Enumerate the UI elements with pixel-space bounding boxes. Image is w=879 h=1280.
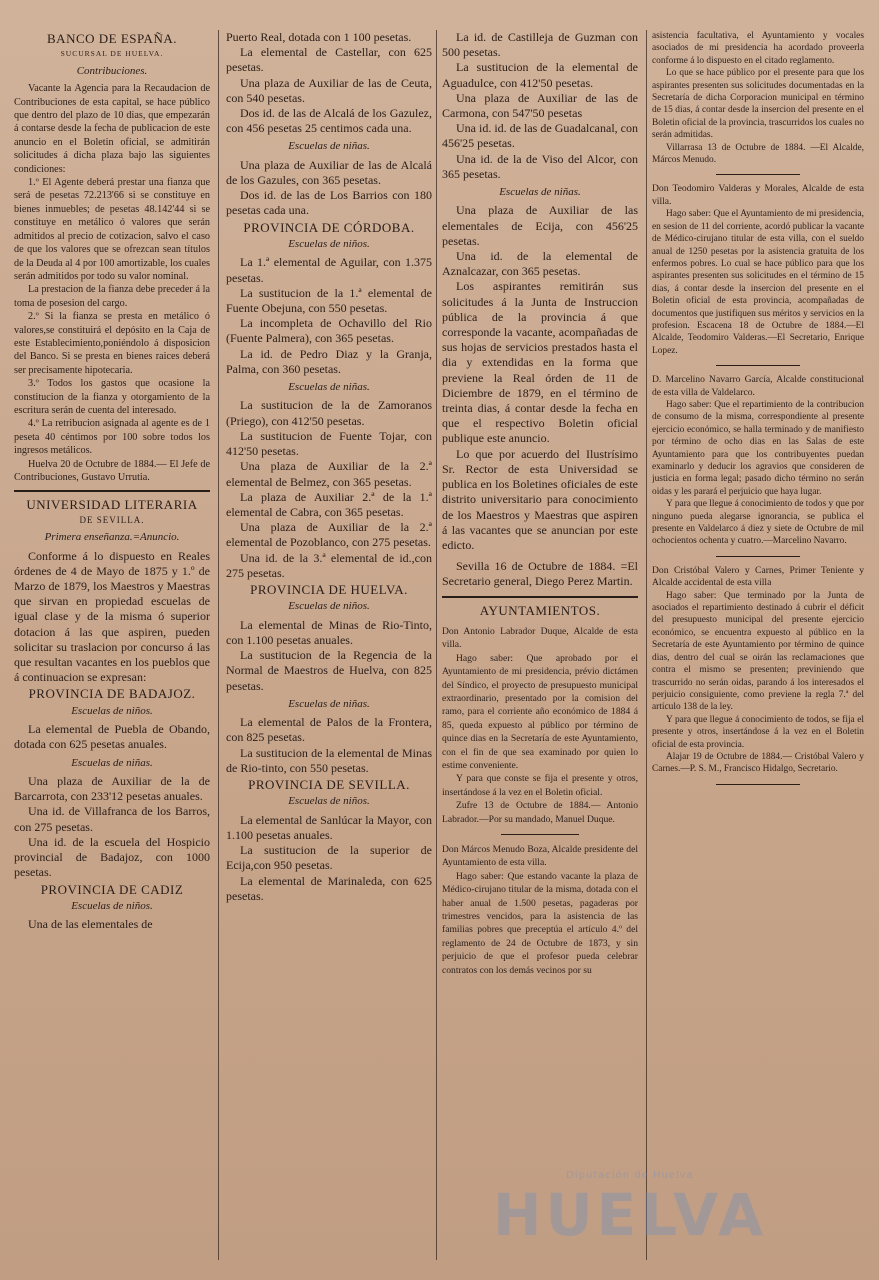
paragraph: La id. de Pedro Diaz y la Granja, Palma, con 360 pesetas. [226,346,432,376]
watermark-subtitle: Diputación de Huelva [566,1170,694,1181]
paragraph: Una id. de la elemental de Aznalcazar, con 365 pesetas. [442,249,638,279]
paragraph: Una id. de la escuela del Hospicio provincial de Badajoz, con 1000 pesetas. [14,834,210,880]
paragraph: Una plaza de Auxiliar de la 2.ª elemental de Belmez, con 365 pesetas. [226,459,432,489]
paragraph: Puerto Real, dotada con 1 100 pesetas. [226,30,412,44]
paragraph: Alajar 19 de Octubre de 1884.— Cristóbal Valero y Carnes.—P. S. M., Francisco Hidalgo, Secretario. [652,751,864,775]
paragraph: Una plaza de Auxiliar de la de Barcarrota, con 233'12 pesetas anuales. [14,774,210,804]
paragraph: 2.º Si la fianza se presta en metálico ó valores,se constituirá el depósito en la Caja de este Establecimiento,poniéndolo á disposicion del Banco. Si se presta en bienes raices deberá ser precisamente hipotecaria. [14,311,210,376]
province-title: PROVINCIA DE HUELVA. [250,581,408,597]
paragraph: La elemental de Puebla de Obando, dotada con 625 pesetas anuales. [14,722,210,752]
separator [716,784,801,785]
paragraph: Una id. id. de las de Guadalcanal, con 456'25 pesetas. [442,121,638,151]
separator [14,490,210,492]
notice-title: Don Márcos Menudo Boza, Alcalde presidente del Ayuntamiento de esta villa. [442,844,638,869]
paragraph: Y para que llegue á conocimiento de todos y que por ninguno pueda alegarse ignorancia, se publica el presente en Valdelarco á diez y siete de Octubre de mil ochocientos ochenta y cuatro.—Marcelino Navarro. [652,499,864,547]
separator [501,834,579,835]
watermark-word: HUELVA [492,1181,768,1249]
paragraph: Y para que conste se fija el presente y otros, insertándose á la vez en el Boletin oficial. [442,773,638,798]
paragraph: Lo que se hace público por el presente para que los aspirantes presenten sus solicitudes documentadas en la Secretaría de dicha Corporacion municipal en término de 15 dias, á contar desde la insercion del presente en el Boletin oficial de la provincia, trascurridos los cuales no serán admitidas. [652,68,864,141]
notice-title: Don Antonio Labrador Duque, Alcalde de esta villa. [442,625,638,651]
subtitle-primera: Primera enseñanza.=Anuncio. [44,531,180,544]
paragraph: La sustitucion de la de Zamoranos (Priego), con 412'50 pesetas. [226,398,432,428]
subtitle-contribuciones: Contribuciones. [76,64,148,77]
paragraph: Dos id. de las de Alcalá de los Gazulez, con 456 pesetas 25 centimos cada una. [226,106,432,136]
paragraph: Vacante la Agencia para la Recaudacion de Contribuciones de esta capital, se hace público que dentro del plazo de 10 dias, que empezarán á contarse desde la fecha de publicacion de este anuncio en el Boletin oficial, se admitirán solicitudes á dicha plaza bajo las siguientes condiciones: [14,83,210,175]
paragraph: La sustitucion de la elemental de Minas de Rio-tinto, con 550 pesetas. [226,745,432,775]
column-2 [226,30,432,1260]
school-heading: Escuelas de niños. [288,600,370,613]
separator [716,556,801,557]
province-title: PROVINCIA DE SEVILLA. [248,776,410,792]
separator [716,365,801,366]
paragraph: Villarrasa 13 de Octubre de 1884. —El Alcalde, Márcos Menudo. [652,142,864,166]
paragraph: La id. de Castilleja de Guzman con 500 pesetas. [442,30,638,60]
paragraph: Hago saber: Que estando vacante la plaza de Médico-cirujano titular de la misma, dotada con el haber anual de 1.500 pesetas, pagaderas por trimestres vencidos, para la asistencia de las familias pobres que preceptúa el artículo 4.º del reglamento de 24 de Octubre de 1873, y sin perjuicio de que el profesor pueda celebrar contratos con los demás vecinos por su [442,870,638,976]
paragraph: 3.º Todos los gastos que ocasione la constitucion de la fianza y otorgamiento de la escritura serán de cuenta del interesado. [14,378,210,416]
school-heading: Escuelas de niños. [71,704,153,717]
column-rule [646,30,647,1260]
province-title: PROVINCIA DE CADIZ [40,881,184,897]
section-title-universidad: UNIVERSIDAD LITERARIA [26,497,198,513]
subtitle-sucursal: SUCURSAL DE HUELVA. [60,49,164,59]
paragraph: Una plaza de Auxiliar de las de Ceuta, con 540 pesetas. [226,75,432,105]
paragraph: Hago saber: Que aprobado por el Ayuntamiento de mi presidencia, prévio dictámen del Síndico, el proyecto de presupuesto municipal extraordinario, presentado por la comision del ramo, para el corriente año económico de 1884 á 85, queda expuesto al público por término de quince dias en la Secretaría de este Ayuntamiento, con el fin de que sea examinado por quien lo estime conveniente. [442,652,638,771]
school-heading: Escuelas de niñas. [288,697,370,710]
paragraph: La 1.ª elemental de Aguilar, con 1.375 pesetas. [226,255,432,285]
archive-watermark [470,1170,790,1260]
paragraph: Una plaza de Auxiliar de la 2.ª elemental de Pozoblanco, con 275 pesetas. [226,520,432,550]
separator [716,174,801,175]
notice-title: D. Marcelino Navarro García, Alcalde constitucional de esta villa de Valdelarco. [652,374,864,398]
column-rule [436,30,437,1260]
paragraph: Los aspirantes remitirán sus solicitudes á la Junta de Instruccion pública de la provincia á que corresponde la vacante, acompañadas de sus hojas de servicios prestados hasta el dia y extendidas en la forma que previene la Real órden de 11 de Diciembre de 1879, en el término de treinta dias, á contar desde la fecha en que el respectivo Boletin oficial publique este anuncio. [442,279,638,446]
school-heading: Escuelas de niñas. [288,381,370,394]
paragraph: asistencia facultativa, el Ayuntamiento y vocales asociados de mi presidencia ha acordado proveerla conforme á lo dispuesto en el citado reglamento. [652,31,864,66]
province-title: PROVINCIA DE CÓRDOBA. [243,219,415,235]
paragraph: Hago saber: Que el Ayuntamiento de mi presidencia, en sesion de 11 del corriente, acordó publicar la vacante de Médico-cirujano titular de esta villa, con el sueldo anual de 1250 pesetas por la asistencia gratuita de los enfermos pobres. Lo cual se hace público para que los aspirantes presenten sus solicitudes en el término de 15 dias, á contar desde la insercion del presente en el Boletin oficial de esta provincia, acompañadas de documentos que justifiquen sus méritos y servicios en la profesion. Escacena 18 de Octubre de 1884.—El Alcalde, Teodomiro Valderas.—El Secretario, Enrique Lopez. [652,209,864,356]
notice-title: Don Teodomiro Valderas y Morales, Alcalde de esta villa. [652,183,864,207]
paragraph: La elemental de Minas de Rio-Tinto, con 1.100 pesetas anuales. [226,617,432,647]
paragraph: La elemental de Sanlúcar la Mayor, con 1.100 pesetas anuales. [226,812,432,842]
paragraph: Huelva 20 de Octubre de 1884.— El Jefe de Contribuciones, Gustavo Urrutia. [14,458,210,483]
paragraph: La sustitucion de la elemental de Aguadulce, con 412'50 pesetas. [442,60,638,90]
column-3 [442,30,638,1260]
school-heading: Escuelas de niñas. [288,140,370,153]
paragraph: 4.º La retribucion asignada al agente es de 1 peseta 40 céntimos por 100 sobre todos los ingresos metálicos. [14,418,210,457]
paragraph: La elemental de Marinaleda, con 625 pesetas. [226,873,432,903]
subtitle-sevilla: DE SEVILLA. [79,514,145,525]
paragraph: Zufre 13 de Octubre de 1884.— Antonio Labrador.—Por su mandado, Manuel Duque. [442,800,638,825]
column-rule [218,30,219,1260]
section-title-ayuntamientos: AYUNTAMIENTOS. [479,602,601,618]
paragraph: La elemental de Castellar, con 625 pesetas. [226,45,432,75]
school-heading: Escuelas de niños. [71,899,153,912]
paragraph: La sustitucion de la 1.ª elemental de Fuente Obejuna, con 550 pesetas. [226,285,432,316]
paragraph: La elemental de Palos de la Frontera, con 825 pesetas. [226,715,432,745]
column-4 [652,30,864,1260]
school-heading: Escuelas de niños. [288,795,370,808]
paragraph: Una de las elementales de [28,917,153,932]
paragraph: Una id. de la 3.ª elemental de id.,con 275 pesetas. [226,550,432,580]
paragraph: Hago saber: Que terminado por la Junta de asociados el repartimiento destinado á cubrir el déficit del presupuesto municipal del presente ejercicio económico, se encuentra expuesto al público en la Secretaría de este Ayuntamiento por término de quince dias, dentro del cual se oirán las reclamaciones que contra el mismo se presenten; previniendo que trascurrido no serán oidas, parando á los interesados el perjuicio consiguiente, como previene la regla 7.ª del artículo 138 de la ley. [652,590,864,713]
section-title-banco: BANCO DE ESPAÑA. [47,31,177,46]
column-1 [14,30,210,1260]
paragraph: La sustitucion de la Regencia de la Normal de Maestros de Huelva, con 825 pesetas. [226,648,432,693]
school-heading: Escuelas de niños. [288,238,370,251]
paragraph: La sustitucion de la superior de Ecija,con 950 pesetas. [226,843,432,873]
school-heading: Escuelas de niñas. [499,186,581,199]
notice-title: Don Cristóbal Valero y Carnes, Primer Teniente y Alcalde accidental de esta villa [652,564,864,589]
paragraph: Lo que por acuerdo del Ilustrísimo Sr. Rector de esta Universidad se publica en los Boletines oficiales de este distrito universitario para conocimiento de los Maestros y Maestras que aspiren á las vacantes que se anuncian por este edicto. [442,446,638,552]
school-heading: Escuelas de niñas. [71,756,153,769]
paragraph: Conforme á lo dispuesto en Reales órdenes de 4 de Mayo de 1875 y 1.º de Marzo de 1879, los Maestros y Maestras que sirvan en propiedad escuelas de igual clase y de la misma ó superior dotacion á las que aspiren, pueden solicitar su traslacion por concurso á las que resultan vacantes en los pueblos que á continuacion se expresan: [14,548,210,685]
paragraph: Y para que llegue á conocimiento de todos, se fija el presente y otros, insertándose á la vez en el Boletin oficial de esta provincia. [652,714,864,750]
paragraph: Hago saber: Que el repartimiento de la contribucion de consumo de la misma, correspondiente al presente ejercicio económico, se halla terminado y de manifiesto por término de ocho dias en las Salas de este Ayuntamiento para que los contribuyentes puedan examinarlo y deducir los agravios que consideren de justicia en forma legal; pasado dicho término no serán oidas y les parará el perjuicio que haya lugar. [652,399,864,497]
paragraph: Dos id. de las de Los Barrios con 180 pesetas cada una. [226,188,432,218]
paragraph: Una id. de Villafranca de los Barros, con 275 pesetas. [14,804,210,834]
paragraph: La prestacion de la fianza debe preceder á la toma de posesion del cargo. [14,284,210,309]
separator [442,596,638,598]
paragraph: Una plaza de Auxiliar de las elementales de Ecija, con 456'25 pesetas. [442,203,638,248]
paragraph: Una plaza de Auxiliar de las de Carmona, con 547'50 pesetas [442,90,638,121]
province-title: PROVINCIA DE BADAJOZ. [28,686,196,702]
paragraph: Una plaza de Auxiliar de las de Alcalá de los Gazules, con 365 pesetas. [226,157,432,188]
paragraph: La plaza de Auxiliar 2.ª de la 1.ª elemental de Cabra, con 365 pesetas. [226,489,432,519]
paragraph: 1.º El Agente deberá prestar una fianza que será de pesetas 72.213'66 si se constituye en bienes inmuebles; de pesetas 48.142'44 si se constituye en metálico ó valores que serán admitidos al precio de cotizacion, salvo el caso de que los valores que se ofrezcan sean títulos de la Deuda al 4 por 100 amortizable, los cuales serán admitidos por todo su valor nominal. [14,177,210,282]
signature: Sevilla 16 de Octubre de 1884. =El Secretario general, Diego Perez Martin. [442,559,638,589]
paragraph: Una id. de la de Viso del Alcor, con 365 pesetas. [442,151,638,181]
paragraph: La sustitucion de Fuente Tojar, con 412'50 pesetas. [226,428,432,459]
paragraph: La incompleta de Ochavillo del Rio (Fuente Palmera), con 365 pesetas. [226,316,432,346]
